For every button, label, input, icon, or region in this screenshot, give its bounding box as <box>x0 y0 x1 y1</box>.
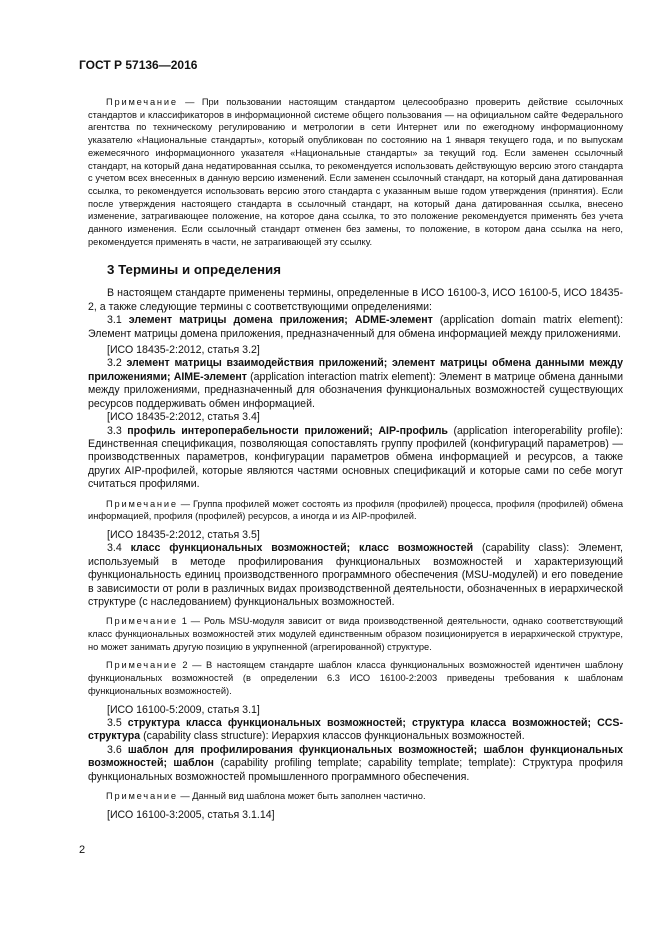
note-text: — Данный вид шаблона может быть заполнен частично. <box>177 791 426 802</box>
note-label: Примечание <box>106 498 178 509</box>
note-label: Примечание <box>106 616 178 627</box>
term-definition: (capability profiling template; capability template; template): Структура профиля функциональных возможностей промышленного программного обеспечения. <box>88 757 623 783</box>
term-3-2 <box>88 357 623 411</box>
term-note-2 <box>88 659 623 697</box>
term-name: элемент матрицы домена приложения; ADME-элемент <box>128 314 433 327</box>
term-number: 3.5 <box>107 717 128 729</box>
term-number: 3.2 <box>107 357 127 370</box>
section-intro: В настоящем стандарте применены термины, определенные в ИСО 16100-3, ИСО 16100-5, ИСО 18435-2, а также следующие термины с соответствующими определениями: <box>88 287 623 313</box>
term-reference: [ИСО 16100-3:2005, статья 3.1.14] <box>107 808 275 821</box>
note-label: Примечание <box>106 660 178 671</box>
term-number: 3.3 <box>107 424 128 437</box>
page-number: 2 <box>79 844 86 856</box>
term-name: класс функциональных возможностей; класс возможностей <box>130 542 474 555</box>
term-reference: [ИСО 16100-5:2009, статья 3.1] <box>107 703 260 716</box>
note-text: — При пользовании настоящим стандартом целесообразно проверить действие ссылочных стандартов и классификаторов в информационной системе общего пользования — на официальном сайте Федерального агентства по техническому регулированию и метрологии в сети Интернет или по ежегодному информационному указателю «Национальные стандарты», который опубликован по состоянию на 1 января текущего года, и по выпускам ежемесячного информационного указателя «Национальные стандарты» за текущий год. Если заменен ссылочный стандарт, на который дана недатированная ссылка, то рекомендуется использовать действующую версию этого стандарта с учетом всех внесенных в данную версию изменений. Если заменен ссылочный стандарт, на который дана датированная ссылка, то рекомендуется использовать версию этого стандарта с указанным выше годом утверждения (принятия). Если после утверждения настоящего стандарта в ссылочный стандарт, на который дана датированная ссылка, внесено изменение, затрагивающее положение, на которое дана ссылка, то это положение рекомендуется применять без учета данного изменения. Если ссылочный стандарт отменен без замены, то положение, в котором дана ссылка на него, рекомендуется применять в части, не затрагивающей эту ссылку. <box>88 97 623 247</box>
term-definition: (application interaction matrix element): Элемент в матрице обмена данными между приложениями, предназначенный для обозначения функциональных возможностей существующих ресурсов поддерживать обмен информацией. <box>88 370 623 410</box>
term-name: структура класса функциональных возможностей; структура класса возможностей; CCS-структура <box>88 717 624 743</box>
term-reference: [ИСО 18435-2:2012, статья 3.2] <box>107 344 260 357</box>
term-3-1 <box>88 314 623 341</box>
note-text: 1 — Роль MSU-модуля зависит от вида производственной деятельности, однако соответствующий класс функциональных возможностей этих модулей единственным образом позиционируется в иерархической структуре, но может занимать другую позицию в укрупненной (агрегированной) структуре. <box>88 616 623 652</box>
term-number: 3.4 <box>107 542 131 555</box>
term-definition: (capability class): Элемент, используемый в методе профилирования функциональных возможностей и характеризующий функциональность единиц производственного программного обеспечения (MSU-модулей) и его поведение в зависимости от роли в различных видах производственной деятельности, обозначенных в иерархической структуре (с наследованием) функциональных возможностей. <box>88 542 623 608</box>
term-note <box>88 790 623 803</box>
section-title: 3 Термины и определения <box>107 262 281 278</box>
term-3-4 <box>88 542 623 609</box>
standard-header: ГОСТ Р 57136—2016 <box>79 58 198 72</box>
term-definition: (application domain matrix element): Элемент матрицы домена приложения, предназначенный для обмена информацией между приложениями. <box>88 314 624 340</box>
term-note <box>88 498 623 523</box>
term-name: элемент матрицы взаимодействия приложений; элемент матрицы обмена данными между приложениями; AIME-элемент <box>88 357 624 383</box>
term-reference: [ИСО 18435-2:2012, статья 3.4] <box>107 411 260 424</box>
term-note-1 <box>88 615 623 653</box>
term-name: шаблон для профилирования функциональных возможностей; шаблон функциональных возможностей; шаблон <box>88 743 624 770</box>
note-label: Примечание <box>106 791 178 802</box>
note-label: Примечание <box>106 97 178 107</box>
term-3-5 <box>88 717 623 744</box>
intro-note <box>88 96 623 248</box>
term-number: 3.6 <box>107 743 128 756</box>
term-3-6 <box>88 744 623 784</box>
note-text: — Группа профилей может состоять из профиля (профилей) процесса, профиля (профилей) обмена информацией, профиля (профилей) ресурсов, а иногда и из AIP-профилей. <box>88 498 623 522</box>
term-reference: [ИСО 18435-2:2012, статья 3.5] <box>107 528 260 541</box>
term-name: профиль интероперабельности приложений; AIP-профиль <box>127 424 448 437</box>
note-text: 2 — В настоящем стандарте шаблон класса функциональных возможностей идентичен шаблону функциональных возможностей (в определении 6.3 ИСО 16100-2:2003 приведены требования к шаблонам функциональных возможностей). <box>88 660 623 696</box>
term-number: 3.1 <box>107 314 129 327</box>
term-3-3 <box>88 425 623 492</box>
term-definition: (application interoperability profile): Единственная спецификация, позволяющая сопоставлять группу профилей (конфигураций параметров) — производственных параметров, конфигурации параметров обмена информацией и ресурсов, а также других AIP-профилей, которые являются частями основных спецификаций и которые сами по себе могут считаться профилями. <box>88 424 623 491</box>
page-content <box>88 96 623 822</box>
term-definition: (capability class structure): Иерархия классов функциональных возможностей. <box>140 730 525 743</box>
